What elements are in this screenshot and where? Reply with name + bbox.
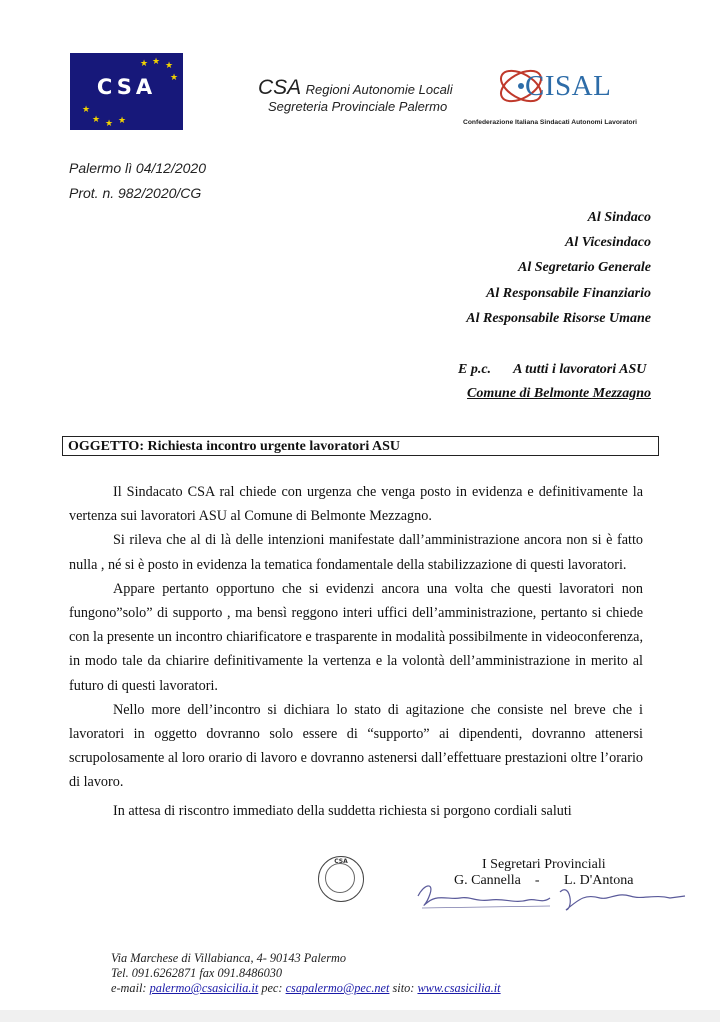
body-paragraph: Il Sindacato CSA ral chiede con urgenza che venga posto in evidenza e definitivamente la vertenza sui lavoratori ASU al Comune di Belmonte Mezzagno.	[69, 484, 643, 525]
letter-body	[69, 480, 643, 823]
star-icon: ★	[82, 104, 91, 114]
cc-line	[458, 362, 646, 378]
star-icon: ★	[140, 58, 149, 68]
union-acronym: CSA	[258, 76, 302, 99]
page-bottom-strip	[0, 1010, 720, 1022]
stamp-inner-ring	[325, 863, 355, 893]
recipient-line: Al Segretario Generale	[518, 260, 651, 275]
handwritten-signature	[410, 878, 690, 918]
star-icon: ★	[170, 72, 179, 82]
cisal-full-name: Confederazione Italiana Sindacati Autonomi Lavoratori	[463, 119, 638, 126]
site-link[interactable]: www.csasicilia.it	[417, 981, 501, 995]
union-office: Segreteria Provinciale Palermo	[268, 99, 448, 114]
site-label: sito:	[392, 981, 415, 995]
recipient-line: Al Vicesindaco	[565, 235, 651, 250]
cc-label: E p.c.	[458, 362, 492, 377]
cc-comune: Comune di Belmonte Mezzagno	[467, 386, 651, 401]
recipient-line: Al Responsabile Risorse Umane	[466, 311, 651, 326]
stamp-text: CSA	[334, 858, 348, 865]
union-heading	[258, 76, 453, 114]
csa-logo-text: CSA	[96, 75, 157, 99]
email-label: e-mail:	[111, 981, 147, 995]
union-division: Regioni Autonomie Locali	[305, 82, 453, 97]
subject-box: OGGETTO: Richiesta incontro urgente lavoratori ASU	[62, 436, 659, 456]
body-paragraph: Si rileva che al di là delle intenzioni manifestate dall’amministrazione ancora non si è fatto nulla , né si è posto in evidenza la tematica fondamentale della stabilizzazione di questi lavoratori.	[69, 532, 643, 573]
recipient-line: Al Responsabile Finanziario	[486, 286, 651, 301]
signature-names: G. Cannella - L. D'Antona	[454, 873, 634, 888]
footer-contacts	[111, 981, 501, 996]
footer-address: Via Marchese di Villabianca, 4- 90143 Palermo	[111, 951, 347, 965]
pec-label: pec:	[261, 981, 283, 995]
body-paragraph: In attesa di riscontro immediato della suddetta richiesta si porgono cordiali saluti	[113, 802, 572, 819]
protocol-number: Prot. n. 982/2020/CG	[69, 185, 202, 201]
cisal-logo-text: CISAL	[525, 70, 612, 102]
star-icon: ★	[118, 115, 127, 125]
email-link[interactable]: palermo@csasicilia.it	[149, 981, 259, 995]
recipient-line: Al Sindaco	[587, 210, 651, 225]
star-icon: ★	[152, 56, 161, 66]
body-paragraph: Nello more dell’incontro si dichiara lo stato di agitazione che consiste nel breve che i lavoratori in oggetto dovranno solo essere di “supporto” ai dipendenti, dovranno attenersi scrupolosamente al loro orario di lavoro e dovranno astenersi dall’effettuare prestazioni oltre l’orario di lavoro.	[69, 701, 643, 791]
letter-footer	[111, 951, 501, 996]
star-icon: ★	[92, 114, 101, 124]
footer-phone: Tel. 091.6262871 fax 091.8486030	[111, 966, 283, 980]
csa-logo	[70, 53, 183, 130]
signature-title: I Segretari Provinciali	[482, 857, 606, 872]
union-stamp	[318, 856, 364, 902]
star-icon: ★	[105, 118, 114, 128]
body-paragraph: Appare pertanto opportuno che si evidenzi ancora una volta che questi lavoratori non fungono”solo” di supporto , ma bensì reggono interi uffici dell’amministrazione, pertanto si chiede con la presente un incontro chiarificatore e trasparente in modalità possibilmente in videoconferenza, in modo tale da chiarire definitivamente la vertenza e la volontà dell’amministrazione in merito al futuro di questi lavoratori.	[69, 580, 643, 694]
star-icon: ★	[165, 60, 174, 70]
pec-link[interactable]: csapalermo@pec.net	[285, 981, 390, 995]
letter-date: Palermo lì 04/12/2020	[69, 160, 206, 176]
cc-target: A tutti i lavoratori ASU	[513, 362, 647, 377]
